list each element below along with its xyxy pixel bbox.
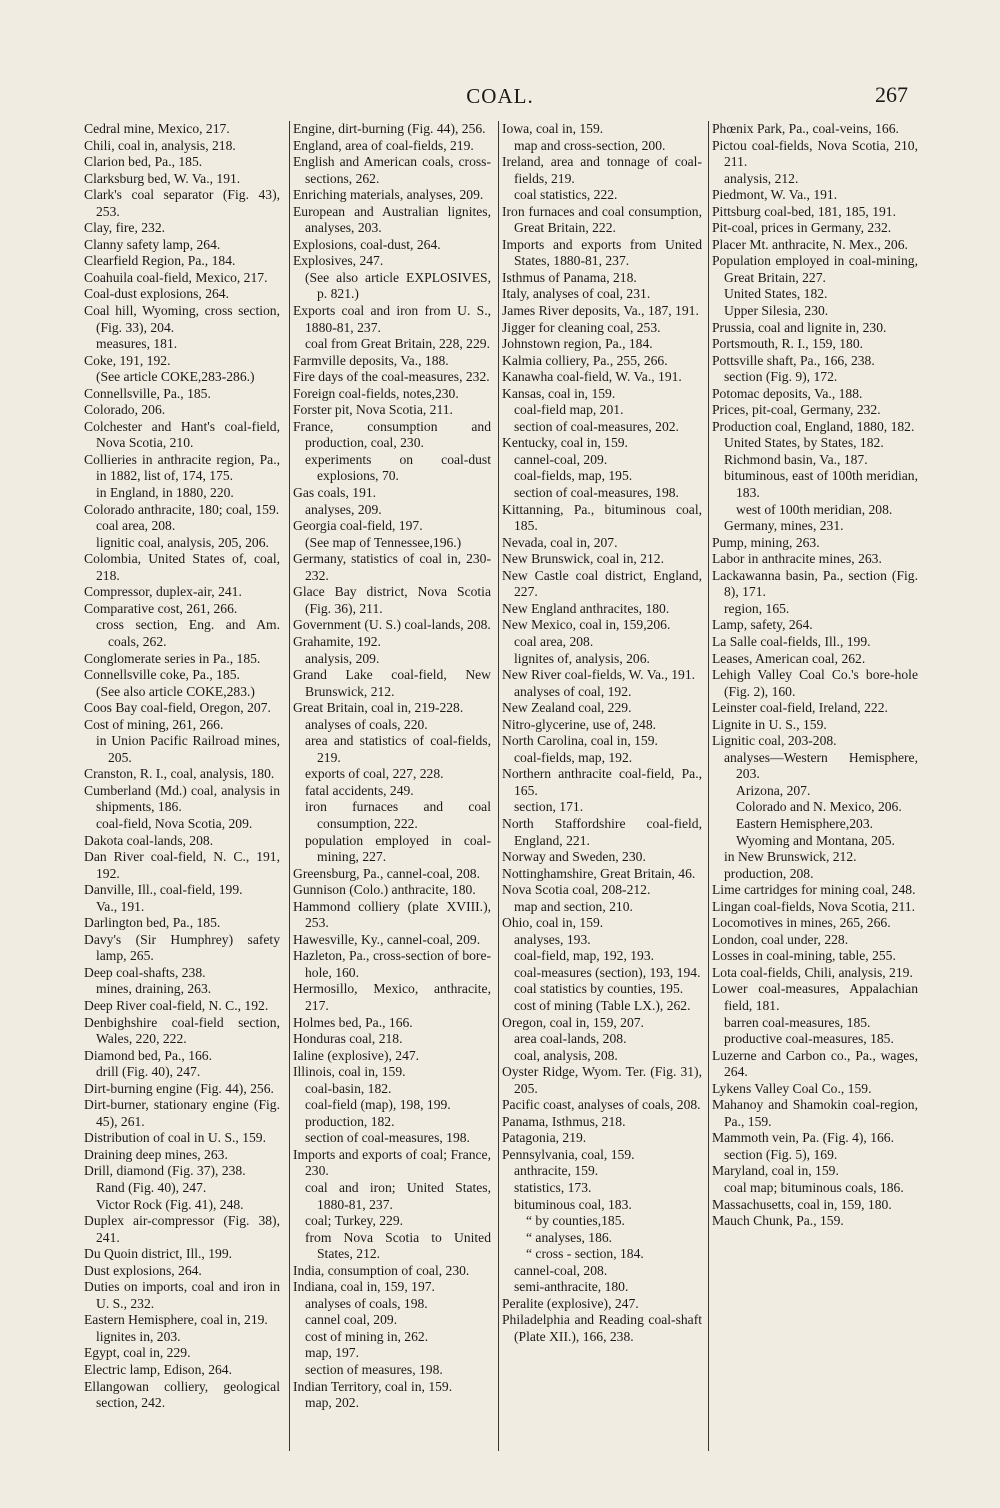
index-entry: Nevada, coal in, 207. xyxy=(502,534,618,550)
index-entry: Forster pit, Nova Scotia, 211. xyxy=(293,402,453,418)
index-entry: Dirt-burner, stationary engine (Fig. 45), 261. xyxy=(84,1097,280,1129)
index-entry: coal area, 208. xyxy=(96,518,176,534)
index-entry: Collieries in anthracite region, Pa., in 1882, list of, 174, 175. xyxy=(84,451,280,484)
index-entry: Deep coal-shafts, 238. xyxy=(84,964,206,980)
index-entry: Coke, 191, 192. xyxy=(84,352,171,368)
index-entry: Iowa, coal in, 159. xyxy=(502,121,604,136)
index-entry: Labor in anthracite mines, 263. xyxy=(712,551,882,567)
index-entry: Germany, statistics of coal in, 230-232. xyxy=(293,551,491,583)
index-entry: coal map; bituminous coals, 186. xyxy=(724,1180,904,1195)
index-entry: Illinois, coal in, 159. xyxy=(293,1064,406,1080)
index-entry: Hazleton, Pa., cross-section of bore-hole, 160. xyxy=(293,948,491,980)
index-entry: Clark's coal separator (Fig. 43), 253. xyxy=(84,187,280,219)
index-entry: area coal-lands, 208. xyxy=(514,1031,627,1047)
index-entry: Cost of mining, 261, 266. xyxy=(84,716,224,732)
index-entry: coal area, 208. xyxy=(514,633,594,649)
index-entry: Kentucky, coal in, 159. xyxy=(502,435,628,451)
index-entry: Connellsville, Pa., 185. xyxy=(84,385,211,401)
index-entry: Massachusetts, coal in, 159, 180. xyxy=(712,1196,892,1212)
index-entry: cannel-coal, 208. xyxy=(514,1262,608,1278)
index-entry: Electric lamp, Edison, 264. xyxy=(84,1362,232,1378)
index-entry: “ by counties,185. xyxy=(526,1213,625,1229)
index-entry: section (Fig. 5), 169. xyxy=(724,1146,838,1162)
index-entry: section, 171. xyxy=(514,799,584,815)
index-entry: semi-anthracite, 180. xyxy=(514,1279,629,1295)
index-entry: Engine, dirt-burning (Fig. 44), 256. xyxy=(293,121,486,136)
index-entry: Prussia, coal and lignite in, 230. xyxy=(712,319,887,335)
index-entry: United States, by States, 182. xyxy=(724,435,884,451)
index-entry: New Zealand coal, 229. xyxy=(502,700,632,716)
index-entry: Pit-coal, prices in Germany, 232. xyxy=(712,220,892,236)
index-entry: Clarksburg bed, W. Va., 191. xyxy=(84,170,241,186)
index-entry: Dirt-burning engine (Fig. 44), 256. xyxy=(84,1080,274,1096)
index-entry: Northern anthracite coal-field, Pa., 165. xyxy=(502,766,702,798)
index-entry: coal; Turkey, 229. xyxy=(305,1213,404,1229)
index-entry: coal-fields, map, 192. xyxy=(514,749,633,765)
index-entry: in Union Pacific Railroad mines, 205. xyxy=(96,733,280,765)
index-entry: Phœnix Park, Pa., coal-veins, 166. xyxy=(712,121,899,136)
index-entry: analysis, 209. xyxy=(305,650,380,666)
index-entry: Conglomerate series in Pa., 185. xyxy=(84,650,261,666)
index-entry: analyses—Western Hemisphere, 203. xyxy=(724,749,918,782)
index-entry: Patagonia, 219. xyxy=(502,1130,587,1146)
index-entry: Foreign coal-fields, notes,230. xyxy=(293,385,459,401)
index-entry: productive coal-measures, 185. xyxy=(724,1031,894,1047)
index-entry: Fire days of the coal-measures, 232. xyxy=(293,369,490,385)
index-entry: Pennsylvania, coal, 159. xyxy=(502,1146,635,1162)
index-entry: Davy's (Sir Humphrey) safety lamp, 265. xyxy=(84,931,280,964)
index-entry: Comparative cost, 261, 266. xyxy=(84,600,238,616)
index-entry: Oyster Ridge, Wyom. Ter. (Fig. 31), 205. xyxy=(502,1064,702,1096)
index-entry: Georgia coal-field, 197. xyxy=(293,518,423,534)
column-rule xyxy=(708,121,709,1451)
index-entry: Lower coal-measures, Appalachian field, 181. xyxy=(712,981,918,1013)
index-entry: Cedral mine, Mexico, 217. xyxy=(84,121,230,136)
index-entry: cross section, Eng. and Am. coals, 262. xyxy=(96,617,280,649)
index-entry: coal-field (map), 198, 199. xyxy=(305,1097,451,1113)
index-entry: Ireland, area and tonnage of coal-fields, 219. xyxy=(502,154,702,186)
index-entry: population employed in coal-mining, 227. xyxy=(305,832,491,865)
index-entry: Piedmont, W. Va., 191. xyxy=(712,187,838,203)
index-entry: mines, draining, 263. xyxy=(96,981,212,997)
index-entry: Diamond bed, Pa., 166. xyxy=(84,1047,212,1063)
index-entry: Eastern Hemisphere, coal in, 219. xyxy=(84,1312,268,1328)
index-entry: United States, 182. xyxy=(724,286,828,302)
index-entry: Production coal, England, 1880, 182. xyxy=(712,418,915,434)
index-entry: Gas coals, 191. xyxy=(293,485,377,501)
index-entry: Du Quoin district, Ill., 199. xyxy=(84,1246,233,1262)
index-entry: Placer Mt. anthracite, N. Mex., 206. xyxy=(712,236,908,252)
index-entry: map and cross-section, 200. xyxy=(514,137,666,153)
index-entry: Colorado anthracite, 180; coal, 159. xyxy=(84,501,280,517)
index-entry: Prices, pit-coal, Germany, 232. xyxy=(712,402,881,418)
index-entry: Oregon, coal in, 159, 207. xyxy=(502,1014,644,1030)
index-entry: from Nova Scotia to United States, 212. xyxy=(305,1229,491,1262)
index-entry: Colchester and Hant's coal-field, Nova Scotia, 210. xyxy=(84,418,280,451)
index-entry: barren coal-measures, 185. xyxy=(724,1014,871,1030)
index-entry: Explosions, coal-dust, 264. xyxy=(293,236,441,252)
index-entry: in New Brunswick, 212. xyxy=(724,849,857,865)
index-entry: “ analyses, 186. xyxy=(526,1229,613,1245)
index-entry: Kanawha coal-field, W. Va., 191. xyxy=(502,369,682,385)
index-entry: (See also article EXPLOSIVES, p. 821.) xyxy=(305,269,491,302)
index-entry: Colombia, United States of, coal, 218. xyxy=(84,551,280,583)
index-entry: Lota coal-fields, Chili, analysis, 219. xyxy=(712,964,913,980)
index-entry: coal-field, Nova Scotia, 209. xyxy=(96,815,253,831)
index-entry: coal-field, map, 192, 193. xyxy=(514,948,655,964)
index-entry: Grand Lake coal-field, New Brunswick, 212. xyxy=(293,667,491,699)
index-entry: Colorado, 206. xyxy=(84,402,166,418)
index-entry: map and section, 210. xyxy=(514,898,633,914)
index-entry: Nottinghamshire, Great Britain, 46. xyxy=(502,865,696,881)
index-entry: Va., 191. xyxy=(96,898,145,914)
index-entry: exports of coal, 227, 228. xyxy=(305,766,444,782)
index-entry: measures, 181. xyxy=(96,336,178,352)
index-entry: Holmes bed, Pa., 166. xyxy=(293,1014,413,1030)
index-entry: lignites in, 203. xyxy=(96,1328,181,1344)
index-entry: Arizona, 207. xyxy=(736,782,811,798)
index-entry: cannel coal, 209. xyxy=(305,1312,398,1328)
index-entry: Clarion bed, Pa., 185. xyxy=(84,154,203,170)
index-entry: Pottsville shaft, Pa., 166, 238. xyxy=(712,352,875,368)
index-entry: lignitic coal, analysis, 205, 206. xyxy=(96,534,269,550)
index-entry: France, consumption and production, coal, 230. xyxy=(293,418,491,451)
index-entry: Richmond basin, Va., 187. xyxy=(724,451,868,467)
index-entry: Darlington bed, Pa., 185. xyxy=(84,915,221,931)
index-entry: Indian Territory, coal in, 159. xyxy=(293,1378,453,1394)
index-entry: Pacific coast, analyses of coals, 208. xyxy=(502,1097,701,1113)
index-entry: Coos Bay coal-field, Oregon, 207. xyxy=(84,700,271,716)
index-entry: Coal hill, Wyoming, cross section, (Fig. 33), 204. xyxy=(84,303,280,335)
index-entry: Leinster coal-field, Ireland, 222. xyxy=(712,700,888,716)
index-entry: Coahuila coal-field, Mexico, 217. xyxy=(84,269,268,285)
index-entry: Mammoth vein, Pa. (Fig. 4), 166. xyxy=(712,1130,894,1146)
index-entry: coal from Great Britain, 228, 229. xyxy=(305,336,490,352)
index-entry: Danville, Ill., coal-field, 199. xyxy=(84,882,243,898)
index-entry: Drill, diamond (Fig. 37), 238. xyxy=(84,1163,246,1179)
index-entry: section of measures, 198. xyxy=(305,1362,443,1378)
index-entry: fatal accidents, 249. xyxy=(305,782,414,798)
index-entry: England, area of coal-fields, 219. xyxy=(293,137,474,153)
index-entry: Johnstown region, Pa., 184. xyxy=(502,336,653,352)
index-entry: (See also article COKE,283.) xyxy=(96,683,255,699)
index-entry: Nova Scotia coal, 208-212. xyxy=(502,882,651,898)
page-number: 267 xyxy=(875,82,908,107)
index-entry: Dan River coal-field, N. C., 191, 192. xyxy=(84,849,280,881)
index-entry: Honduras coal, 218. xyxy=(293,1031,403,1047)
index-entry: New River coal-fields, W. Va., 191. xyxy=(502,667,696,683)
index-entry: Imports and exports from United States, 1880-81, 237. xyxy=(502,236,702,269)
page-title: COAL. xyxy=(466,84,534,108)
index-entry: Germany, mines, 231. xyxy=(724,518,844,534)
index-entry: New Brunswick, coal in, 212. xyxy=(502,551,664,567)
index-entry: Coal-dust explosions, 264. xyxy=(84,286,229,302)
index-entry: coal-field map, 201. xyxy=(514,402,624,418)
index-entry: “ cross - section, 184. xyxy=(526,1246,644,1262)
index-entry: anthracite, 159. xyxy=(514,1163,599,1179)
index-entry: area and statistics of coal-fields, 219. xyxy=(305,733,491,765)
index-entry: Lykens Valley Coal Co., 159. xyxy=(712,1080,872,1096)
index-entry: lignites of, analysis, 206. xyxy=(514,650,650,666)
index-entry: Draining deep mines, 263. xyxy=(84,1146,228,1162)
index-entry: Duplex air-compressor (Fig. 38), 241. xyxy=(84,1213,280,1245)
index-entry: Lime cartridges for mining coal, 248. xyxy=(712,882,916,898)
index-entry: Eastern Hemisphere,203. xyxy=(736,815,874,831)
index-entry: Population employed in coal-mining, Great Britain, 227. xyxy=(712,253,918,285)
index-entry: Panama, Isthmus, 218. xyxy=(502,1113,626,1129)
index-entry: James River deposits, Va., 187, 191. xyxy=(502,303,699,319)
index-entry: Locomotives in mines, 265, 266. xyxy=(712,915,891,931)
index-entry: map, 197. xyxy=(305,1345,359,1361)
index-entry: cost of mining in, 262. xyxy=(305,1328,429,1344)
index-entry: Lamp, safety, 264. xyxy=(712,617,813,633)
index-entry: coal and iron; United States, 1880-81, 237. xyxy=(305,1180,491,1212)
index-entry: Lackawanna basin, Pa., section (Fig. 8), 171. xyxy=(712,567,918,600)
index-entry: Ialine (explosive), 247. xyxy=(293,1047,420,1063)
index-entry: New England anthracites, 180. xyxy=(502,600,670,616)
index-entry: Jigger for cleaning coal, 253. xyxy=(502,319,661,335)
index-entry: Cumberland (Md.) coal, analysis in shipments, 186. xyxy=(84,782,280,815)
index-entry: Pictou coal-fields, Nova Scotia, 210, 211. xyxy=(712,137,918,170)
index-entry: Cranston, R. I., coal, analysis, 180. xyxy=(84,766,275,782)
index-entry: statistics, 173. xyxy=(514,1180,592,1195)
index-entry: Grahamite, 192. xyxy=(293,633,381,649)
index-column-1 xyxy=(84,121,280,1451)
index-entry: Compressor, duplex-air, 241. xyxy=(84,584,242,600)
index-entry: region, 165. xyxy=(724,600,790,616)
index-entry: Chili, coal in, analysis, 218. xyxy=(84,137,236,153)
index-entry: Duties on imports, coal and iron in U. S., 232. xyxy=(84,1279,280,1311)
index-entry: Potomac deposits, Va., 188. xyxy=(712,385,863,401)
index-entry: analyses of coal, 192. xyxy=(514,683,632,699)
index-entry: cost of mining (Table LX.), 262. xyxy=(514,997,691,1013)
index-entry: New Mexico, coal in, 159,206. xyxy=(502,617,671,633)
index-entry: Clay, fire, 232. xyxy=(84,220,166,236)
index-entry: Hermosillo, Mexico, anthracite, 217. xyxy=(293,981,491,1013)
index-entry: coal-basin, 182. xyxy=(305,1080,392,1096)
index-entry: Lehigh Valley Coal Co.'s bore-hole (Fig. 2), 160. xyxy=(712,667,918,699)
index-entry: Ellangowan colliery, geological section, 242. xyxy=(84,1378,280,1411)
index-entry: Deep River coal-field, N. C., 192. xyxy=(84,997,269,1013)
index-entry: coal statistics by counties, 195. xyxy=(514,981,684,997)
index-entry: Distribution of coal in U. S., 159. xyxy=(84,1130,266,1146)
index-entry: Exports coal and iron from U. S., 1880-81, 237. xyxy=(293,303,491,335)
index-column-3 xyxy=(502,121,702,1451)
index-entry: cannel-coal, 209. xyxy=(514,451,608,467)
page-header xyxy=(0,0,1000,110)
index-entry: Victor Rock (Fig. 41), 248. xyxy=(96,1196,244,1212)
index-entry: Upper Silesia, 230. xyxy=(724,303,829,319)
index-entry: Isthmus of Panama, 218. xyxy=(502,269,637,285)
index-entry: North Staffordshire coal-field, England, 221. xyxy=(502,815,702,848)
index-entry: Kittanning, Pa., bituminous coal, 185. xyxy=(502,501,702,534)
index-entry: (See map of Tennessee,196.) xyxy=(305,534,462,550)
index-entry: Gunnison (Colo.) anthracite, 180. xyxy=(293,882,476,898)
index-entry: coal-fields, map, 195. xyxy=(514,468,633,484)
index-entry: Peralite (explosive), 247. xyxy=(502,1295,639,1311)
index-entry: Nitro-glycerine, use of, 248. xyxy=(502,716,657,732)
index-entry: production, 182. xyxy=(305,1113,395,1129)
index-entry: Rand (Fig. 40), 247. xyxy=(96,1180,207,1195)
index-entry: Pump, mining, 263. xyxy=(712,534,820,550)
index-entry: analysis, 212. xyxy=(724,170,799,186)
index-entry: Colorado and N. Mexico, 206. xyxy=(736,799,902,815)
index-entry: iron furnaces and coal consumption, 222. xyxy=(305,799,491,831)
index-entry: Hawesville, Ky., cannel-coal, 209. xyxy=(293,931,481,947)
index-entry: analyses of coals, 220. xyxy=(305,716,428,732)
index-entry: Pittsburg coal-bed, 181, 185, 191. xyxy=(712,203,897,219)
index-entry: London, coal under, 228. xyxy=(712,931,849,947)
column-rule xyxy=(498,121,499,1451)
index-entry: Philadelphia and Reading coal-shaft (Plate XII.), 166, 238. xyxy=(502,1312,702,1344)
index-column-4 xyxy=(712,121,918,1451)
index-entry: coal-measures (section), 193, 194. xyxy=(514,964,701,980)
index-entry: Dust explosions, 264. xyxy=(84,1262,202,1278)
index-entry: section of coal-measures, 198. xyxy=(514,485,679,501)
index-entry: Norway and Sweden, 230. xyxy=(502,849,646,865)
index-entry: bituminous, east of 100th meridian, 183. xyxy=(724,468,918,501)
index-entry: Leases, American coal, 262. xyxy=(712,650,866,666)
index-entry: Dakota coal-lands, 208. xyxy=(84,832,214,848)
index-entry: Iron furnaces and coal consumption, Great Britain, 222. xyxy=(502,203,702,236)
index-entry: La Salle coal-fields, Ill., 199. xyxy=(712,633,871,649)
index-entry: European and Australian lignites, analyses, 203. xyxy=(293,203,491,236)
index-entry: Clearfield Region, Pa., 184. xyxy=(84,253,236,269)
index-entry: analyses, 209. xyxy=(305,501,382,517)
index-entry: English and American coals, cross-sections, 262. xyxy=(293,154,491,186)
index-entry: Clanny safety lamp, 264. xyxy=(84,236,221,252)
index-columns xyxy=(84,121,918,1461)
index-entry: coal, analysis, 208. xyxy=(514,1047,618,1063)
index-entry: Maryland, coal in, 159. xyxy=(712,1163,839,1179)
column-rule xyxy=(289,121,290,1451)
index-entry: map, 202. xyxy=(305,1395,359,1411)
index-entry: (See article COKE,283-286.) xyxy=(96,369,255,385)
index-entry: drill (Fig. 40), 247. xyxy=(96,1064,201,1080)
index-entry: Glace Bay district, Nova Scotia (Fig. 36), 211. xyxy=(293,584,491,616)
index-entry: Mahanoy and Shamokin coal-region, Pa., 159. xyxy=(712,1097,918,1129)
index-entry: Denbighshire coal-field section, Wales, 220, 222. xyxy=(84,1014,280,1047)
index-entry: Connellsville coke, Pa., 185. xyxy=(84,667,240,683)
index-entry: Great Britain, coal in, 219-228. xyxy=(293,700,464,716)
index-entry: Explosives, 247. xyxy=(293,253,384,269)
index-entry: India, consumption of coal, 230. xyxy=(293,1262,470,1278)
index-entry: production, 208. xyxy=(724,865,814,881)
index-entry: Farmville deposits, Va., 188. xyxy=(293,352,449,368)
index-entry: Kansas, coal in, 159. xyxy=(502,385,616,401)
index-entry: Greensburg, Pa., cannel-coal, 208. xyxy=(293,865,480,881)
index-entry: New Castle coal district, England, 227. xyxy=(502,567,702,600)
index-entry: Lingan coal-fields, Nova Scotia, 211. xyxy=(712,898,915,914)
index-entry: Government (U. S.) coal-lands, 208. xyxy=(293,617,491,633)
index-entry: experiments on coal-dust explosions, 70. xyxy=(305,451,491,484)
index-entry: Indiana, coal in, 159, 197. xyxy=(293,1279,435,1295)
index-entry: section of coal-measures, 198. xyxy=(305,1130,470,1146)
index-entry: coal statistics, 222. xyxy=(514,187,618,203)
index-entry: west of 100th meridian, 208. xyxy=(736,501,893,517)
index-entry: analyses of coals, 198. xyxy=(305,1295,428,1311)
index-entry: section (Fig. 9), 172. xyxy=(724,369,838,385)
index-entry: Kalmia colliery, Pa., 255, 266. xyxy=(502,352,668,368)
index-entry: Hammond colliery (plate XVIII.), 253. xyxy=(293,898,491,931)
index-entry: Wyoming and Montana, 205. xyxy=(736,832,895,848)
index-entry: bituminous coal, 183. xyxy=(514,1196,632,1212)
index-entry: Mauch Chunk, Pa., 159. xyxy=(712,1213,844,1229)
index-entry: Losses in coal-mining, table, 255. xyxy=(712,948,896,964)
index-entry: Portsmouth, R. I., 159, 180. xyxy=(712,336,864,352)
index-entry: Enriching materials, analyses, 209. xyxy=(293,187,484,203)
index-entry: Egypt, coal in, 229. xyxy=(84,1345,191,1361)
index-entry: in England, in 1880, 220. xyxy=(96,485,234,501)
index-entry: Lignitic coal, 203-208. xyxy=(712,733,837,749)
index-entry: Lignite in U. S., 159. xyxy=(712,716,827,732)
index-entry: Ohio, coal in, 159. xyxy=(502,915,604,931)
index-entry: Imports and exports of coal; France, 230. xyxy=(293,1146,491,1179)
index-entry: North Carolina, coal in, 159. xyxy=(502,733,658,749)
index-entry: Luzerne and Carbon co., Pa., wages, 264. xyxy=(712,1047,918,1080)
index-entry: analyses, 193. xyxy=(514,931,591,947)
index-entry: Italy, analyses of coal, 231. xyxy=(502,286,651,302)
index-entry: section of coal-measures, 202. xyxy=(514,418,679,434)
index-column-2 xyxy=(293,121,491,1451)
